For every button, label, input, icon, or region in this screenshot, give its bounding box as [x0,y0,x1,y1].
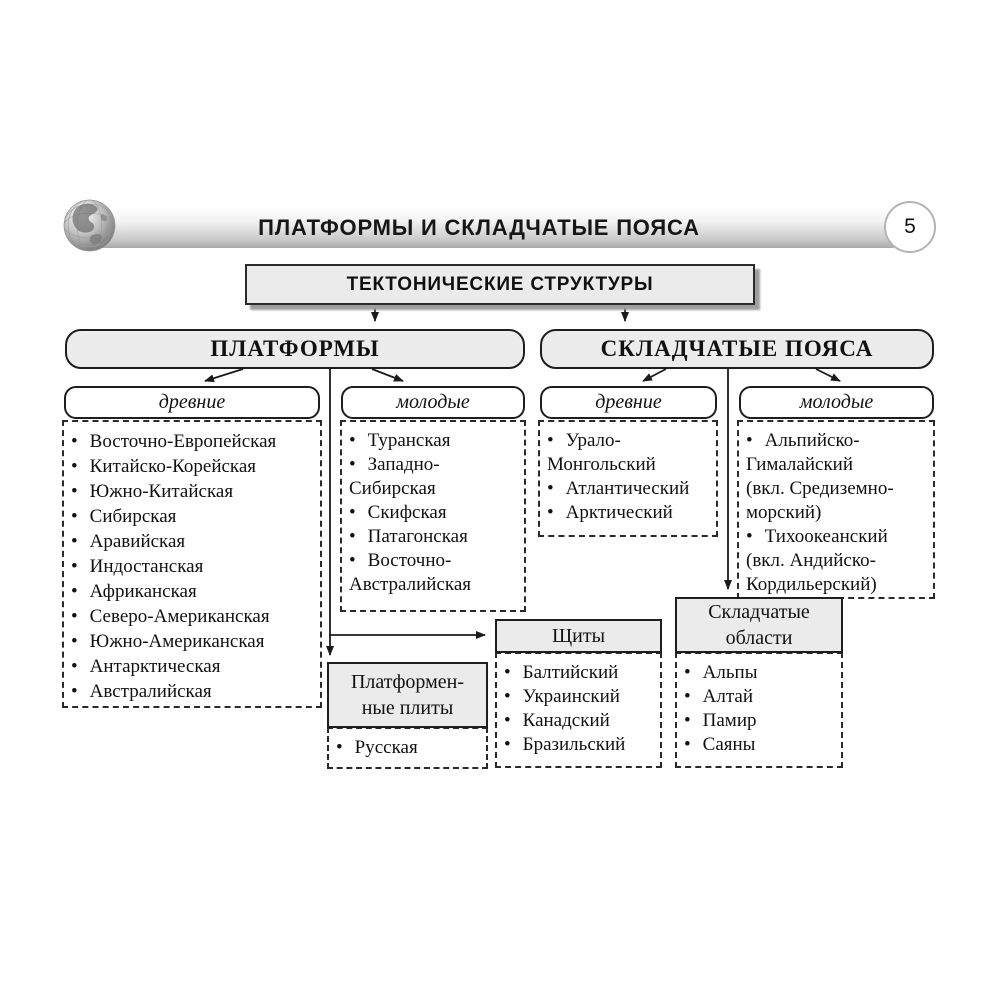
node-label: молодые [396,391,470,413]
node-foldbelts-young [739,386,934,419]
list-item: • Африканская [71,579,318,604]
list-platform-plates [327,727,488,769]
list-item: • Балтийский [504,661,658,685]
node-platforms-young [341,386,525,419]
list-foldbelts-ancient [538,420,718,537]
node-platforms [65,329,525,369]
node-fold-belts [540,329,934,369]
list-item: • Бразильский [504,733,658,757]
node-label: молодые [799,391,874,413]
page-number: 5 [904,215,916,238]
globe-icon [62,198,117,253]
node-label: ПЛАТФОРМЫ [210,336,380,361]
list-item: • Русская [336,736,484,760]
node-foldbelts-ancient [540,386,717,419]
list-foldbelts-young [737,420,935,599]
list-item: • Украинский [504,685,658,709]
arrow-foldbelts-to-ancient [643,369,666,381]
node-platforms-ancient [64,386,320,419]
node-shields [495,619,662,653]
list-item: • Патагонская [349,525,522,549]
list-shields [495,652,662,768]
arrow-foldbelts-to-young [816,369,840,381]
node-label: Складчатые области [708,601,810,649]
list-item: • Урало- Монгольский [547,429,714,477]
list-item: • Алтай [684,685,839,709]
list-item: • Альпы [684,661,839,685]
list-item: • Антарктическая [71,654,318,679]
list-item: • Южно-Американская [71,629,318,654]
node-platform-plates [327,662,488,728]
list-item: • Западно- Сибирская [349,453,522,501]
node-label: древние [158,391,226,413]
header-bar [86,207,912,248]
node-label: ТЕКТОНИЧЕСКИЕ СТРУКТУРЫ [346,273,654,295]
list-item: • Атлантический [547,477,714,501]
list-item: • Восточно- Австралийская [349,549,522,597]
arrow-platforms-to-ancient [205,369,243,381]
list-item: • Австралийская [71,679,318,704]
node-label: Щиты [551,625,606,647]
list-item: • Канадский [504,709,658,733]
arrow-platforms-to-young [372,369,403,381]
node-tectonic-structures [245,264,755,305]
list-item: • Саяны [684,733,839,757]
list-item: • Индостанская [71,554,318,579]
node-fold-regions [675,597,843,653]
node-label: Платформен- ные плиты [350,671,465,719]
list-item: • Аравийская [71,529,318,554]
list-item: • Альпийско- Гималайский (вкл. Средиземно- морский) [746,429,931,525]
list-fold-regions [675,652,843,768]
list-platforms-young [340,420,526,612]
node-label: СКЛАДЧАТЫЕ ПОЯСА [600,336,874,361]
list-item: • Тихоокеанский (вкл. Андийско- Кордильерский) [746,525,931,597]
list-item: • Северо-Американская [71,604,318,629]
page-number-badge [884,201,936,253]
node-label: древние [595,391,662,413]
list-item: • Скифская [349,501,522,525]
list-item: • Восточно-Европейская [71,429,318,454]
page-title: ПЛАТФОРМЫ И СКЛАДЧАТЫЕ ПОЯСА [258,214,700,240]
list-item: • Китайско-Корейская [71,454,318,479]
list-item: • Арктический [547,501,714,525]
list-item: • Памир [684,709,839,733]
list-item: • Туранская [349,429,522,453]
list-item: • Южно-Китайская [71,479,318,504]
list-platforms-ancient [62,420,322,708]
list-item: • Сибирская [71,504,318,529]
